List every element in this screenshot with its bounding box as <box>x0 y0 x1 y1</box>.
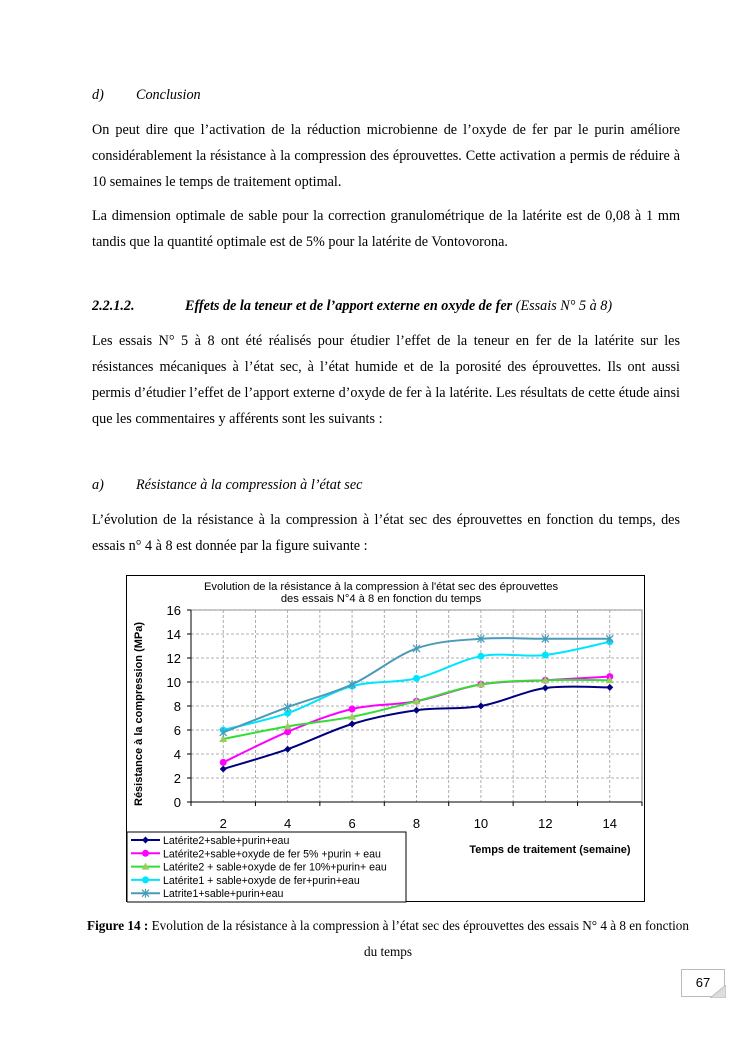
x-tick-label: 12 <box>538 816 553 831</box>
legend-entry-2: Latérite2 + sable+oxyde de fer 10%+purin+ eau <box>163 861 387 874</box>
page-fold-icon <box>710 985 726 998</box>
y-tick-label: 2 <box>173 771 181 786</box>
section-a-heading <box>92 477 362 494</box>
legend-marker-3 <box>142 876 149 883</box>
section-2212-paragraph: Les essais N° 5 à 8 ont été réalisés pour étudier l’effet de la teneur en fer de la latérite sur les résistances mécaniques à l’état sec, à l’état humide et de la porosité des éprouvettes. Ils ont aussi permis d’étudier l’effet de l’apport externe d’oxyde de fer à la latérite. Les résultats de cette étude ainsi que les commentaires y afférents sont les suivants : <box>92 333 680 427</box>
y-axis-label: Résistance à la compression (MPa) <box>133 621 145 807</box>
section-a-label: a) <box>92 477 104 493</box>
chart-title-line: des essais N°4 à 8 en fonction du temps <box>280 593 482 605</box>
x-tick-label: 4 <box>284 816 292 831</box>
y-tick-label: 6 <box>173 723 181 738</box>
section-a-title: Résistance à la compression à l’état sec <box>136 477 363 493</box>
y-tick-label: 16 <box>166 603 181 618</box>
data-point-series-3 <box>413 675 420 682</box>
x-tick-label: 8 <box>412 816 421 831</box>
y-tick-label: 10 <box>166 675 181 690</box>
conclusion-paragraph-1: On peut dire que l’activation de la réduction microbienne de l’oxyde de fer par le purin améliore considérablement la résistance à la compression des éprouvettes. Cette activation a permis de réduire à 10 semaines le temps de traitement optimal. <box>92 122 680 190</box>
x-axis-label: Temps de traitement (semaine) <box>469 844 631 856</box>
caption-text: Evolution de la résistance à la compression à l’état sec des éprouvettes des essais N° 4 à 8 en fonction du temps <box>148 918 689 959</box>
legend-entry-3: Latérite1 + sable+oxyde de fer+purin+eau <box>163 874 360 887</box>
y-tick-label: 0 <box>173 795 181 810</box>
x-tick-label: 2 <box>219 816 227 831</box>
legend-entry-4: Latrite1+sable+purin+eau <box>163 888 284 901</box>
y-tick-label: 4 <box>173 747 181 762</box>
legend-marker-1 <box>142 850 149 857</box>
data-point-series-3 <box>477 653 484 660</box>
section-number: 2.2.1.2. <box>92 298 135 314</box>
y-tick-label: 8 <box>173 699 181 714</box>
data-point-series-3 <box>542 652 549 659</box>
x-tick-label: 14 <box>602 816 618 831</box>
x-tick-label: 6 <box>348 816 356 831</box>
chart-figure <box>126 575 645 902</box>
legend-entry-0: Latérite2+sable+purin+eau <box>163 835 290 847</box>
y-tick-label: 14 <box>166 627 181 642</box>
caption-label: Figure 14 : <box>87 918 149 933</box>
line-chart <box>127 576 646 903</box>
page-number: 67 <box>681 969 725 997</box>
data-point-series-1 <box>349 706 356 713</box>
section-a-paragraph: L’évolution de la résistance à la compression à l’état sec des éprouvettes en fonction du temps, des essais n° 4 à 8 est donnée par la figure suivante : <box>92 512 680 554</box>
data-point-series-1 <box>220 759 227 766</box>
x-tick-label: 10 <box>473 816 489 831</box>
section-title: Effets de la teneur et de l’apport externe en oxyde de fer <box>185 298 513 314</box>
conclusion-paragraph-2: La dimension optimale de sable pour la correction granulométrique de la latérite est de 0,08 à 1 mm tandis que la quantité optimale est de 5% pour la latérite de Vontovorona. <box>92 208 680 250</box>
y-tick-label: 12 <box>166 651 181 666</box>
section-subtitle: (Essais N° 5 à 8) <box>512 298 613 314</box>
section-2212-heading <box>92 298 612 315</box>
figure-caption <box>80 913 696 965</box>
legend-entry-1: Latérite2+sable+oxyde de fer 5% +purin + eau <box>163 848 381 861</box>
chart-title-line: Evolution de la résistance à la compression à l'état sec des éprouvettes <box>203 581 559 593</box>
section-d-title: Conclusion <box>136 87 201 103</box>
section-d-label: d) <box>92 87 104 103</box>
section-d-heading <box>92 87 201 104</box>
